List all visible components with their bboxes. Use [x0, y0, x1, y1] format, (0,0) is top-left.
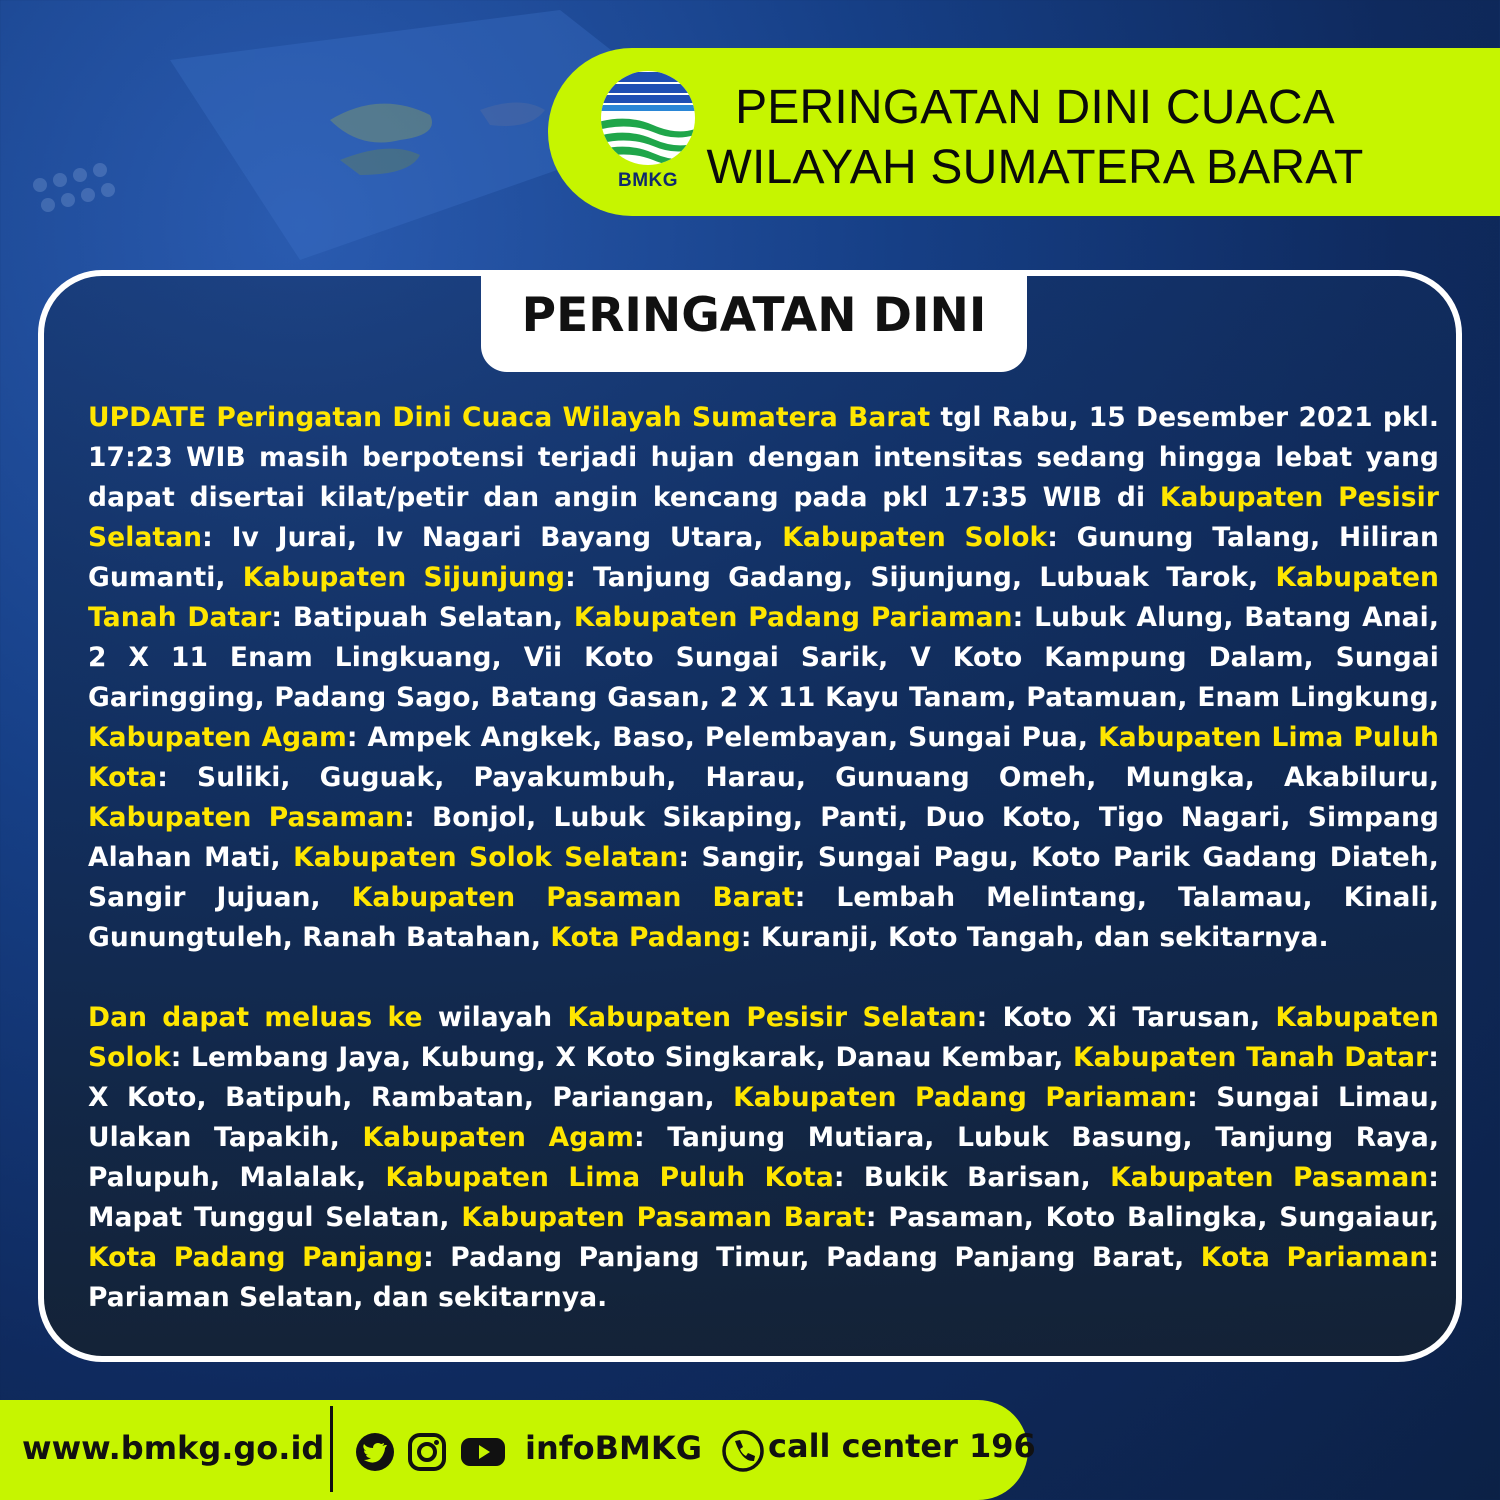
region-highlight: Kabupaten Pesisir Selatan	[567, 1002, 977, 1033]
phone-icon	[722, 1430, 764, 1472]
region-highlight: Kabupaten Pasaman Barat	[461, 1202, 866, 1233]
title-line-2: WILAYAH SUMATERA BARAT	[706, 141, 1364, 194]
region-highlight: Kabupaten Solok Selatan	[293, 842, 679, 873]
region-highlight: Kota Padang	[550, 922, 741, 953]
footer-divider	[330, 1406, 333, 1492]
region-highlight: Kabupaten Pasaman	[88, 802, 405, 833]
paragraph-text: : Suliki, Guguak, Payakumbuh, Harau, Gunuang Omeh, Mungka, Akabiluru,	[157, 762, 1439, 793]
paragraph-text: : Lembang Jaya, Kubung, X Koto Singkarak, Danau Kembar,	[170, 1042, 1073, 1073]
region-highlight: Kabupaten Pasaman Barat	[351, 882, 795, 913]
region-highlight: Kabupaten Pasaman	[1110, 1162, 1429, 1193]
region-highlight: Kabupaten Padang Pariaman	[573, 602, 1013, 633]
region-highlight: Kabupaten Tanah Datar	[88, 562, 1439, 633]
twitter-icon[interactable]	[355, 1432, 395, 1472]
region-highlight: Kabupaten Pesisir Selatan	[88, 482, 1439, 553]
paragraph-text: tgl Rabu, 15 Desember 2021 pkl. 17:23 WIB masih berpotensi terjadi hujan dengan intensitas sedang hingga lebat yang dapat disertai kilat/petir dan angin kencang pada pkl 17:35 WIB di	[88, 402, 1439, 513]
region-highlight: Dan dapat meluas ke	[88, 1002, 423, 1033]
region-highlight: Kabupaten Sijunjung	[242, 562, 566, 593]
paragraph-text: : Tanjung Gadang, Sijunjung, Lubuak Tarok,	[565, 562, 1276, 593]
paragraph-text: : Gunung Talang, Hiliran Gumanti,	[88, 522, 1439, 593]
call-center-label[interactable]: call center 196	[768, 1427, 1036, 1465]
region-highlight: Kota Padang Panjang	[88, 1242, 424, 1273]
paragraph-text: : Kuranji, Koto Tangah, dan sekitarnya.	[740, 922, 1329, 953]
paragraph-text: : Batipuah Selatan,	[271, 602, 574, 633]
region-highlight: Kabupaten Lima Puluh Kota	[385, 1162, 834, 1193]
region-highlight: Kabupaten Tanah Datar	[1073, 1042, 1429, 1073]
paragraph-text: : Bonjol, Lubuk Sikaping, Panti, Duo Koto, Tigo Nagari, Simpang Alahan Mati,	[88, 802, 1439, 873]
paragraph-text: : Iv Jurai, Iv Nagari Bayang Utara,	[202, 522, 783, 553]
instagram-icon[interactable]	[407, 1432, 447, 1472]
region-highlight: UPDATE Peringatan Dini Cuaca Wilayah Sumatera Barat	[88, 402, 931, 433]
paragraph-text: : Lubuk Alung, Batang Anai, 2 X 11 Enam Lingkuang, Vii Koto Sungai Sarik, V Koto Kampung Dalam, Sungai Garingging, Padang Sago, Batang Gasan, 2 X 11 Kayu Tanam, Patamuan, Enam Lingkung,	[88, 602, 1439, 713]
extension-paragraph	[88, 998, 1439, 1318]
paragraph-text: : Sungai Limau, Ulakan Tapakih,	[88, 1082, 1439, 1153]
paragraph-text: : Padang Panjang Timur, Padang Panjang Barat,	[423, 1242, 1201, 1273]
youtube-icon[interactable]	[460, 1432, 506, 1472]
logo-text: BMKG	[617, 170, 679, 191]
title-line-1: PERINGATAN DINI CUACA	[735, 81, 1335, 134]
paragraph-text: : Lembah Melintang, Talamau, Kinali, Gunungtuleh, Ranah Batahan,	[88, 882, 1440, 953]
paragraph-text: : Pariaman Selatan, dan sekitarnya.	[88, 1242, 1439, 1313]
paragraph-text: : Pasaman, Koto Balingka, Sungaiaur,	[865, 1202, 1440, 1233]
region-highlight: Kabupaten Solok	[782, 522, 1048, 553]
paragraph-text: : Tanjung Mutiara, Lubuk Basung, Tanjung Raya, Palupuh, Malalak,	[88, 1122, 1439, 1193]
card-title: PERINGATAN DINI	[521, 288, 987, 343]
paragraph-text: : Ampek Angkek, Baso, Pelembayan, Sungai Pua,	[346, 722, 1099, 753]
region-highlight: Kabupaten Agam	[88, 722, 347, 753]
page-title	[705, 78, 1365, 198]
paragraph-text: : Koto Xi Tarusan,	[976, 1002, 1276, 1033]
region-highlight: Kabupaten Agam	[362, 1122, 634, 1153]
social-handle[interactable]: infoBMKG	[525, 1429, 702, 1467]
region-highlight: Kota Pariaman	[1200, 1242, 1429, 1273]
website-link[interactable]: www.bmkg.go.id	[22, 1429, 325, 1467]
paragraph-text: : Bukik Barisan,	[833, 1162, 1111, 1193]
region-highlight: Kabupaten Lima Puluh Kota	[88, 722, 1439, 793]
paragraph-text: : X Koto, Batipuh, Rambatan, Pariangan,	[88, 1042, 1439, 1113]
paragraph-text: wilayah	[422, 1002, 568, 1033]
region-highlight: Kabupaten Solok	[88, 1002, 1439, 1073]
paragraph-text: : Sangir, Sungai Pagu, Koto Parik Gadang Diateh, Sangir Jujuan,	[88, 842, 1439, 913]
region-highlight: Kabupaten Padang Pariaman	[733, 1082, 1188, 1113]
paragraph-text: : Mapat Tunggul Selatan,	[88, 1162, 1439, 1233]
warning-paragraph	[88, 398, 1439, 958]
